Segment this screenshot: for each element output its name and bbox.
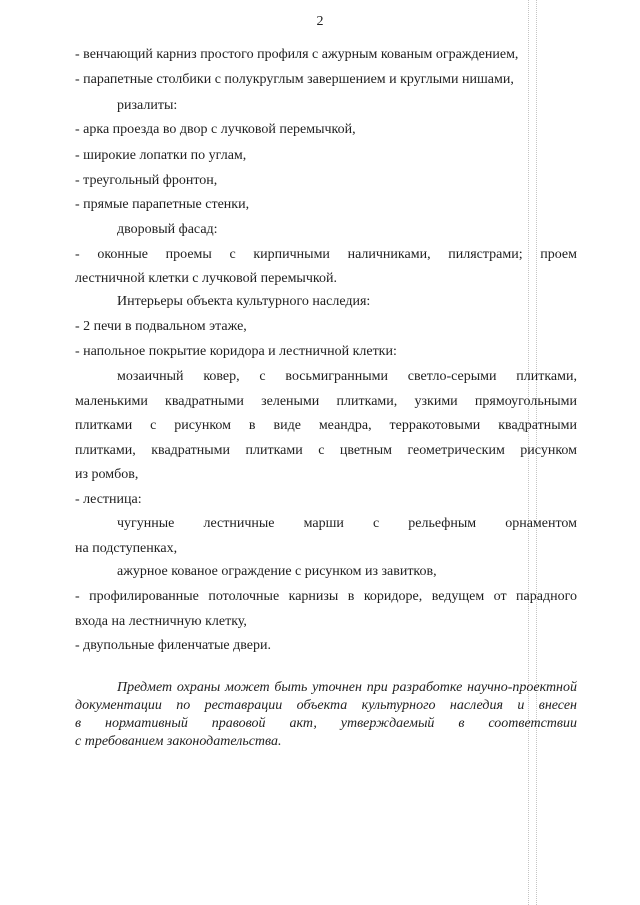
text-line: из ромбов,	[75, 467, 139, 482]
note-line: в нормативный правовой акт, утверждаемый в соответствии	[75, 716, 577, 731]
note-line: документации по реставрации объекта культурного наследия и внесен	[75, 698, 577, 713]
text-line: - венчающий карниз простого профиля с ажурным кованым ограждением,	[75, 47, 519, 62]
text-line: - двупольные филенчатые двери.	[75, 638, 271, 653]
note-line: Предмет охраны может быть уточнен при разработке научно-проектной	[117, 680, 577, 695]
text-line: - широкие лопатки по углам,	[75, 148, 247, 163]
text-line: - оконные проемы с кирпичными наличниками, пилястрами; проем	[75, 247, 577, 262]
text-line: мозаичный ковер, с восьмигранными светло-серыми плитками,	[117, 369, 577, 384]
text-line: ажурное кованое ограждение с рисунком из завитков,	[117, 564, 437, 579]
text-line: - прямые парапетные стенки,	[75, 197, 250, 212]
text-line: - треугольный фронтон,	[75, 173, 218, 188]
text-line: плитками с рисунком в виде меандра, терракотовыми квадратными	[75, 418, 577, 433]
text-line: - парапетные столбики с полукруглым завершением и круглыми нишами,	[75, 72, 514, 87]
text-line: маленькими квадратными зелеными плитками, узкими прямоугольными	[75, 394, 577, 409]
section-heading: дворовый фасад:	[117, 222, 218, 237]
text-line: чугунные лестничные марши с рельефным орнаментом	[117, 516, 577, 531]
note-line: с требованием законодательства.	[75, 734, 282, 749]
text-line: - напольное покрытие коридора и лестничной клетки:	[75, 344, 397, 359]
text-line: на подступенках,	[75, 541, 178, 556]
section-heading: Интерьеры объекта культурного наследия:	[117, 294, 371, 309]
text-line: лестничной клетки с лучковой перемычкой.	[75, 271, 337, 286]
page-number: 2	[316, 14, 324, 29]
text-line: - профилированные потолочные карнизы в коридоре, ведущем от парадного	[75, 589, 577, 604]
text-line: - 2 печи в подвальном этаже,	[75, 319, 247, 334]
section-heading: ризалиты:	[117, 98, 178, 113]
text-line: плитками, квадратными плитками с цветным геометрическим рисунком	[75, 443, 577, 458]
text-line: - арка проезда во двор с лучковой перемычкой,	[75, 122, 356, 137]
text-line: - лестница:	[75, 492, 142, 507]
text-line: входа на лестничную клетку,	[75, 614, 247, 629]
